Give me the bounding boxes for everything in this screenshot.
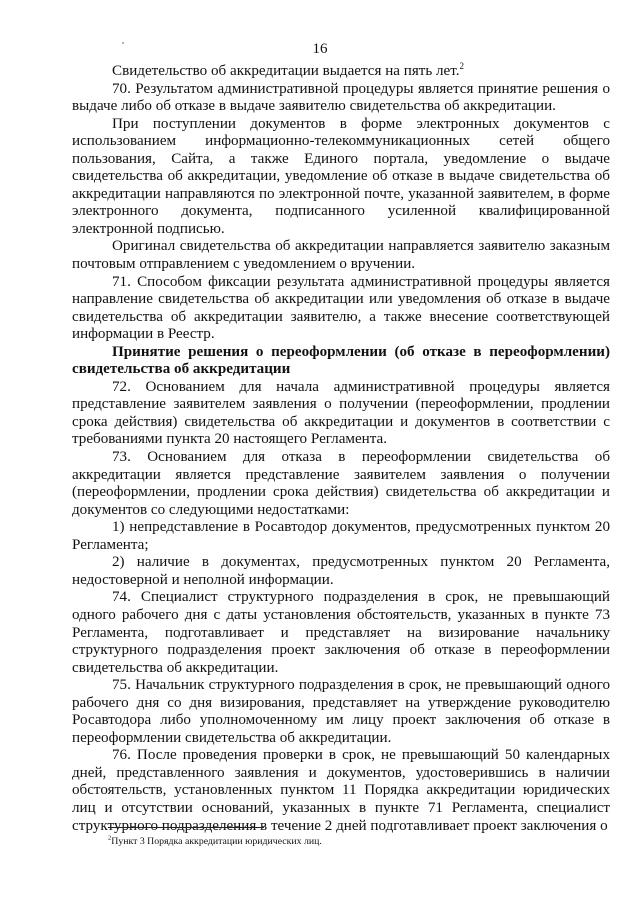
document-body (72, 60, 610, 835)
paragraph-text: Свидетельство об аккредитации выдается на пять лет. (112, 63, 460, 79)
footnote-marker: 2 (108, 834, 112, 842)
paragraph-74: 74. Специалист структурного подразделения в срок, не превышающий одного рабочего дня с даты установления обстоятельств, указанных в пункте 73 Регламента, подготавливает и представляет на визирование начальнику структурного подразделения проект заключения об отказе в переоформлении свидетельства об аккредитации. (72, 589, 610, 676)
paragraph-72: 72. Основанием для начала административной процедуры является представление заявителем заявления о получении (переоформлении, продлении срока действия) свидетельства об аккредитации и документов в соответствии с требованиями пункта 20 настоящего Регламента. (72, 378, 610, 448)
paragraph-electronic-documents: При поступлении документов в форме электронных документов с использованием информационно-телекоммуникационных сетей общего пользования, Сайта, а также Единого портала, уведомление о выдаче свидетельства об аккредитации, уведомление об отказе в выдаче свидетельства об аккредитации направляются по электронной почте, указанной заявителем, в форме электронного документа, подписанного усиленной квалифицированной электронной подписью. (72, 115, 610, 237)
paragraph-71: 71. Способом фиксации результата административной процедуры является направление свидетельства об аккредитации или уведомления об отказе в выдаче свидетельства об аккредитации заявителю, а также внесение соответствующей информации в Реестр. (72, 273, 610, 343)
footnote-divider (108, 827, 264, 828)
footnote-reference: 2 (459, 60, 464, 71)
paragraph-73: 73. Основанием для отказа в переоформлении свидетельства об аккредитации является представление заявителем заявления о получении (переоформлении, продлении срока действия) свидетельства об аккредитации и документов со следующими недостатками: (72, 449, 610, 518)
paragraph-validity (72, 60, 610, 81)
paragraph-75: 75. Начальник структурного подразделения в срок, не превышающий одного рабочего дня со дня визирования, представляет на утверждение руководителю Росавтодора либо уполномоченному им лицу проект заключения об отказе в переоформлении свидетельства об аккредитации. (72, 677, 610, 746)
section-heading: Принятие решения о переоформлении (об отказе в переоформлении) свидетельства об аккредитации (72, 343, 610, 378)
page-number: 16 (312, 41, 328, 57)
list-item-2: 2) наличие в документах, предусмотренных пунктом 20 Регламента, недостоверной и неполной информации. (72, 554, 610, 588)
footnote-text: Пункт 3 Порядка аккредитации юридических лиц. (111, 836, 322, 847)
paragraph-76: 76. После проведения проверки в срок, не превышающий 50 календарных дней, представленного заявления и документов, удостоверившись в наличии обстоятельств, установленных пунктом 11 Порядка аккредитации юридических лиц и отсутствии оснований, указанных в пункте 71 Регламента, специалист структурного подразделения в течение 2 дней подготавливает проект заключения о (72, 747, 610, 834)
footnote (108, 836, 608, 848)
list-item-1: 1) непредставление в Росавтодор документов, предусмотренных пунктом 20 Регламента; (72, 519, 610, 553)
paragraph-original-certificate: Оригинал свидетельства об аккредитации направляется заявителю заказным почтовым отправлением с уведомлением о вручении. (72, 238, 610, 273)
paragraph-70: 70. Результатом административной процедуры является принятие решения о выдаче либо об отказе в выдаче заявителю свидетельства об аккредитации. (72, 80, 610, 115)
